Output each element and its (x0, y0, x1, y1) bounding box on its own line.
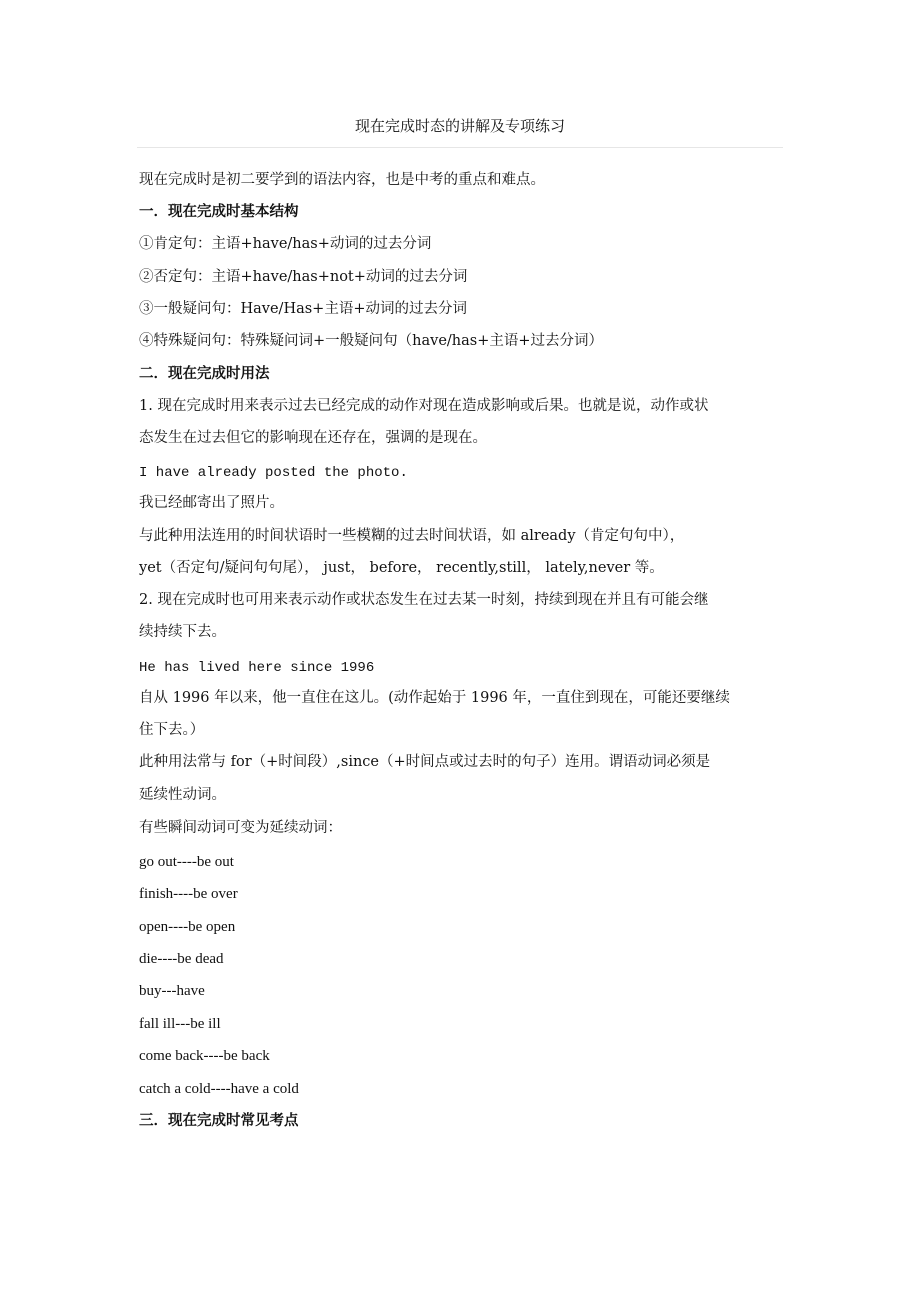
text-line: ③一般疑问句：Have/Has+主语+动词的过去分词 (139, 301, 467, 317)
text-line: 有些瞬间动词可变为延续动词： (139, 820, 342, 836)
text-line: go out----be out (139, 854, 234, 870)
text-line: 1. 现在完成时用来表示过去已经完成的动作对现在造成影响或后果。也就是说，动作或状 (139, 398, 709, 414)
text-line: 与此种用法连用的时间状语时一些模糊的过去时间状语，如 already（肯定句句中）， (139, 528, 685, 544)
document-title: 现在完成时态的讲解及专项练习 (354, 117, 565, 135)
section-heading: 一．现在完成时基本结构 (139, 203, 299, 220)
text-line: 我已经邮寄出了照片。 (139, 495, 284, 511)
text-line: come back----be back (139, 1048, 270, 1064)
text-line: I have already posted the photo. (139, 465, 408, 481)
text-line: 延续性动词。 (139, 787, 226, 803)
text-line: 现在完成时是初二要学到的语法内容，也是中考的重点和难点。 (139, 172, 545, 188)
text-line: 住下去。） (139, 722, 205, 738)
text-line: 续持续下去。 (139, 624, 226, 640)
text-line: ④特殊疑问句：特殊疑问词+一般疑问句（have/has+主语+过去分词） (139, 333, 604, 349)
text-line: 此种用法常与 for（+时间段）,since（+时间点或过去时的句子）连用。谓语动词必须是 (139, 754, 711, 770)
text-line: finish----be over (139, 886, 238, 902)
section-heading: 三．现在完成时常见考点 (139, 1112, 299, 1129)
text-line: 自从 1996 年以来，他一直住在这儿。(动作起始于 1996 年，一直住到现在，可能还要继续 (139, 690, 730, 706)
section-heading: 二．现在完成时用法 (139, 365, 270, 382)
text-line: yet（否定句/疑问句句尾）， just， before， recently,still， lately,never 等。 (139, 560, 664, 576)
text-line: die----be dead (139, 951, 224, 967)
text-line: catch a cold----have a cold (139, 1081, 299, 1097)
text-line: open----be open (139, 919, 236, 935)
text-line: ②否定句：主语+have/has+not+动词的过去分词 (139, 269, 468, 285)
text-line: 态发生在过去但它的影响现在还存在，强调的是现在。 (139, 430, 487, 446)
text-line: He has lived here since 1996 (139, 660, 375, 676)
header-divider (137, 147, 783, 148)
text-line: fall ill---be ill (139, 1016, 221, 1032)
text-line: ①肯定句：主语+have/has+动词的过去分词 (139, 236, 432, 252)
text-line: 2. 现在完成时也可用来表示动作或状态发生在过去某一时刻，持续到现在并且有可能会继 (139, 592, 709, 608)
text-line: buy---have (139, 983, 205, 999)
